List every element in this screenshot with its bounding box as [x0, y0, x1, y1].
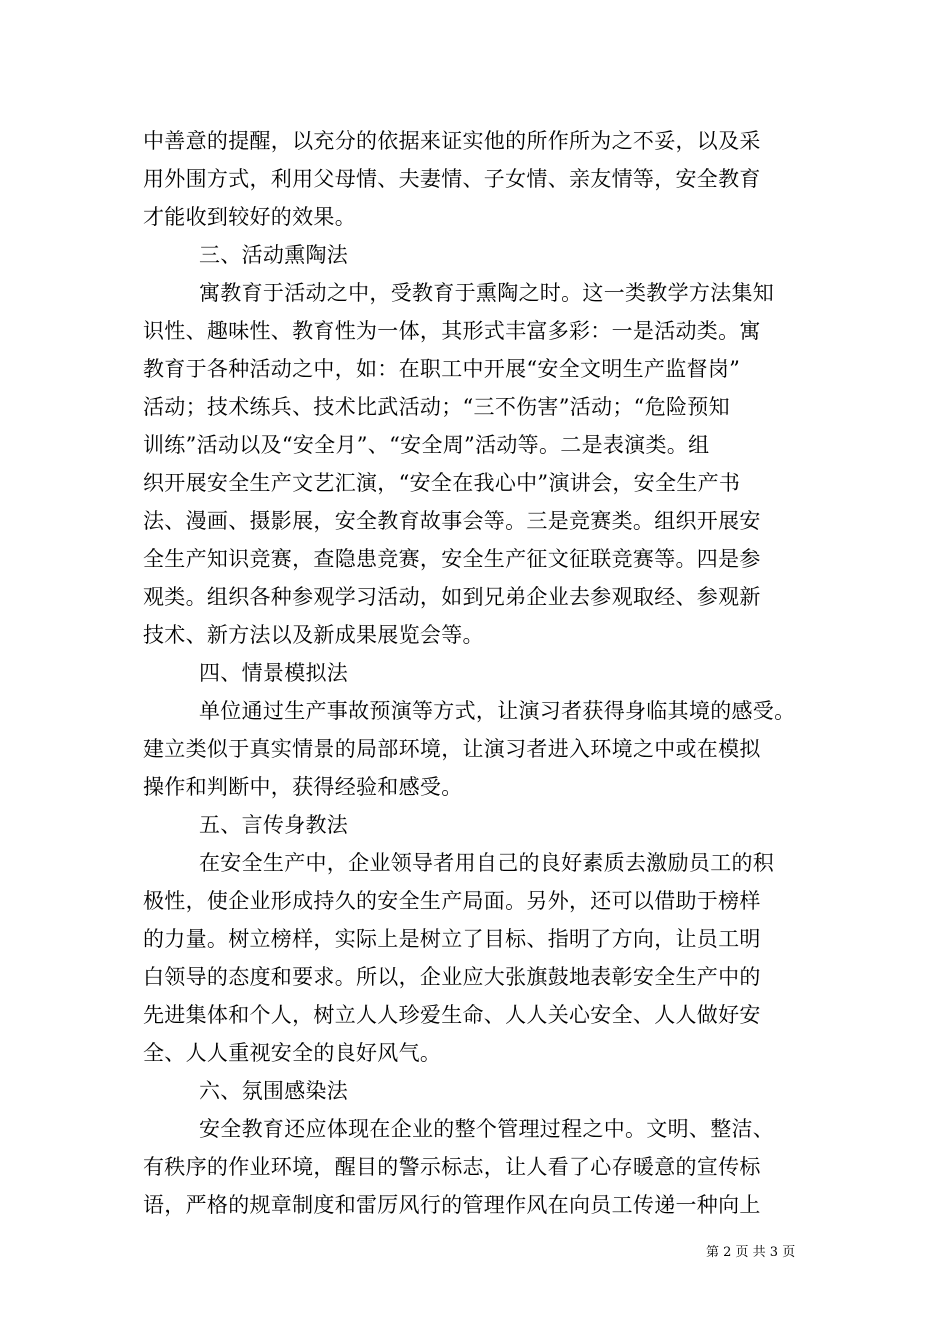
- text-line: 在安全生产中，企业领导者用自己的良好素质去激励员工的积: [199, 851, 775, 875]
- text-line: 建立类似于真实情景的局部环境，让演习者进入环境之中或在模拟: [143, 737, 761, 761]
- text-line: 有秩序的作业环境，醒目的警示标志，让人看了心存暖意的宣传标: [143, 1155, 761, 1179]
- text-line: 中善意的提醒，以充分的依据来证实他的所作所为之不妥，以及采: [143, 129, 761, 153]
- section-heading-5: 五、言传身教法: [199, 813, 349, 837]
- text-line: 技术、新方法以及新成果展览会等。: [143, 623, 484, 647]
- text-line: 法、漫画、摄影展，安全教育故事会等。三是竞赛类。组织开展安: [143, 509, 761, 533]
- section-heading-6: 六、氛围感染法: [199, 1079, 349, 1103]
- body-text: [143, 122, 808, 1224]
- page-number-footer: 第 2 页 共 3 页: [706, 1245, 796, 1260]
- text-line: 的力量。树立榜样，实际上是树立了目标、指明了方向，让员工明: [143, 927, 761, 951]
- text-line: 活动；技术练兵、技术比武活动；“三不伤害”活动；“危险预知: [143, 395, 730, 419]
- text-line: 教育于各种活动之中，如：在职工中开展“安全文明生产监督岗”: [143, 357, 741, 381]
- text-line: 训练”活动以及“安全月”、“安全周”活动等。二是表演类。组: [143, 433, 710, 457]
- text-line: 操作和判断中，获得经验和感受。: [143, 775, 463, 799]
- text-line: 先进集体和个人，树立人人珍爱生命、人人关心安全、人人做好安: [143, 1003, 761, 1027]
- text-line: 织开展安全生产文艺汇演，“安全在我心中”演讲会，安全生产书: [143, 471, 741, 495]
- text-line: 观类。组织各种参观学习活动，如到兄弟企业去参观取经、参观新: [143, 585, 761, 609]
- section-heading-4: 四、情景模拟法: [199, 661, 349, 685]
- text-line: 用外围方式，利用父母情、夫妻情、子女情、亲友情等，安全教育: [143, 167, 761, 191]
- text-line: 全生产知识竞赛，查隐患竞赛，安全生产征文征联竞赛等。四是参: [143, 547, 761, 571]
- text-line: 白领导的态度和要求。所以，企业应大张旗鼓地表彰安全生产中的: [143, 965, 761, 989]
- text-line: 识性、趣味性、教育性为一体，其形式丰富多彩：一是活动类。寓: [143, 319, 761, 343]
- section-heading-3: 三、活动熏陶法: [199, 243, 349, 267]
- text-line: 单位通过生产事故预演等方式，让演习者获得身临其境的感受。: [199, 699, 796, 723]
- text-line: 语，严格的规章制度和雷厉风行的管理作风在向员工传递一种向上: [143, 1193, 761, 1217]
- text-line: 才能收到较好的效果。: [143, 205, 356, 229]
- text-line: 寓教育于活动之中，受教育于熏陶之时。这一类教学方法集知: [199, 281, 775, 305]
- text-line: 极性，使企业形成持久的安全生产局面。另外，还可以借助于榜样: [143, 889, 761, 913]
- text-line: 全、人人重视安全的良好风气。: [143, 1041, 442, 1065]
- text-line: 安全教育还应体现在企业的整个管理过程之中。文明、整洁、: [199, 1117, 775, 1141]
